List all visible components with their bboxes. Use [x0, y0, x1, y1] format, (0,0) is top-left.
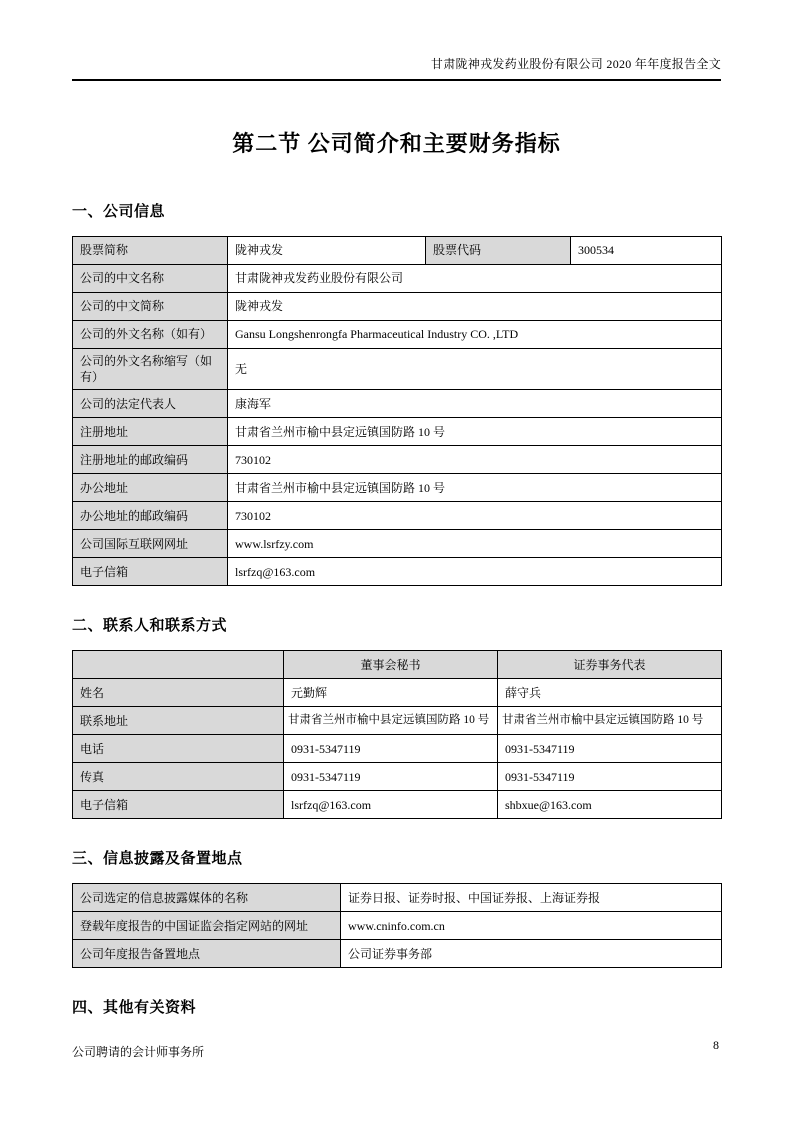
cell-secretary-name: 元勤辉 [284, 679, 498, 707]
cell-value-email: lsrfzq@163.com [228, 558, 722, 586]
cell-representative-name: 薛守兵 [498, 679, 722, 707]
cell-value-media: 证券日报、证券时报、中国证券报、上海证券报 [341, 884, 722, 912]
cell-label-stock-code: 股票代码 [426, 237, 571, 265]
cell-value-legal-rep: 康海军 [228, 390, 722, 418]
table-row [73, 912, 722, 940]
header-divider [72, 79, 721, 81]
cell-label-contact-phone: 电话 [73, 735, 284, 763]
cell-label-reg-address: 注册地址 [73, 418, 228, 446]
table-row [73, 349, 722, 390]
table-row [73, 474, 722, 502]
cell-value-en-name: Gansu Longshenrongfa Pharmaceutical Industry CO. ,LTD [228, 321, 722, 349]
table-row [73, 763, 722, 791]
company-info-table [72, 236, 722, 586]
table-row [73, 707, 722, 735]
table-row [73, 940, 722, 968]
table-row [73, 530, 722, 558]
page-number: 8 [713, 1038, 719, 1052]
cell-label-website: 公司国际互联网网址 [73, 530, 228, 558]
section-heading-other-info: 四、其他有关资料 [72, 1000, 197, 1017]
cell-value-en-abbr: 无 [228, 349, 722, 390]
cell-label-media: 公司选定的信息披露媒体的名称 [73, 884, 341, 912]
cell-value-reg-postcode: 730102 [228, 446, 722, 474]
cell-representative-phone: 0931-5347119 [498, 735, 722, 763]
section-heading-contacts: 二、联系人和联系方式 [72, 618, 228, 635]
cell-label-cn-abbr: 公司的中文简称 [73, 293, 228, 321]
table-row [73, 502, 722, 530]
cell-secretary-fax: 0931-5347119 [284, 763, 498, 791]
cell-value-office-postcode: 730102 [228, 502, 722, 530]
cell-value-cn-name: 甘肃陇神戎发药业股份有限公司 [228, 265, 722, 293]
table-row [73, 418, 722, 446]
cell-label-office-address: 办公地址 [73, 474, 228, 502]
cell-secretary-phone: 0931-5347119 [284, 735, 498, 763]
table-header-row [73, 651, 722, 679]
cell-label-en-name: 公司的外文名称（如有） [73, 321, 228, 349]
cell-value-report-location: 公司证券事务部 [341, 940, 722, 968]
accounting-firm-text: 公司聘请的会计师事务所 [72, 1045, 205, 1060]
table-row [73, 791, 722, 819]
cell-secretary-address: 甘肃省兰州市榆中县定远镇国防路 10 号 [284, 707, 498, 735]
cell-representative-fax: 0931-5347119 [498, 763, 722, 791]
cell-label-en-abbr: 公司的外文名称缩写（如有） [73, 349, 228, 390]
contacts-table [72, 650, 722, 819]
cell-label-contact-name: 姓名 [73, 679, 284, 707]
table-row [73, 321, 722, 349]
table-row [73, 390, 722, 418]
cell-label-cn-name: 公司的中文名称 [73, 265, 228, 293]
disclosure-table [72, 883, 722, 968]
running-header [72, 0, 721, 72]
cell-value-office-address: 甘肃省兰州市榆中县定远镇国防路 10 号 [228, 474, 722, 502]
table-row [73, 446, 722, 474]
cell-header-representative: 证券事务代表 [498, 651, 722, 679]
table-row [73, 884, 722, 912]
cell-secretary-email: lsrfzq@163.com [284, 791, 498, 819]
cell-value-reg-address: 甘肃省兰州市榆中县定远镇国防路 10 号 [228, 418, 722, 446]
cell-header-secretary: 董事会秘书 [284, 651, 498, 679]
section-heading-disclosure: 三、信息披露及备置地点 [72, 851, 243, 868]
table-row [73, 293, 722, 321]
table-row [73, 735, 722, 763]
cell-representative-email: shbxue@163.com [498, 791, 722, 819]
table-row [73, 237, 722, 265]
table-row [73, 265, 722, 293]
cell-label-reg-postcode: 注册地址的邮政编码 [73, 446, 228, 474]
cell-label-contact-email: 电子信箱 [73, 791, 284, 819]
section-heading-company-info: 一、公司信息 [72, 204, 166, 220]
cell-label-contact-address: 联系地址 [73, 707, 284, 735]
table-row [73, 679, 722, 707]
cell-label-email: 电子信箱 [73, 558, 228, 586]
table-row [73, 558, 722, 586]
cell-label-csrc-website: 登载年度报告的中国证监会指定网站的网址 [73, 912, 341, 940]
cell-label-office-postcode: 办公地址的邮政编码 [73, 502, 228, 530]
page-title: 第二节 公司简介和主要财务指标 [232, 131, 561, 156]
cell-value-stock-code: 300534 [571, 237, 722, 265]
cell-label-report-location: 公司年度报告备置地点 [73, 940, 341, 968]
cell-value-csrc-website: www.cninfo.com.cn [341, 912, 722, 940]
running-header-text: 甘肃陇神戎发药业股份有限公司 2020 年年度报告全文 [430, 57, 721, 71]
cell-value-stock-abbr: 陇神戎发 [228, 237, 426, 265]
cell-value-cn-abbr: 陇神戎发 [228, 293, 722, 321]
cell-value-website: www.lsrfzy.com [228, 530, 722, 558]
cell-representative-address: 甘肃省兰州市榆中县定远镇国防路 10 号 [498, 707, 722, 735]
cell-label-contact-fax: 传真 [73, 763, 284, 791]
cell-label-legal-rep: 公司的法定代表人 [73, 390, 228, 418]
cell-header-blank [73, 651, 284, 679]
cell-label-stock-abbr: 股票简称 [73, 237, 228, 265]
